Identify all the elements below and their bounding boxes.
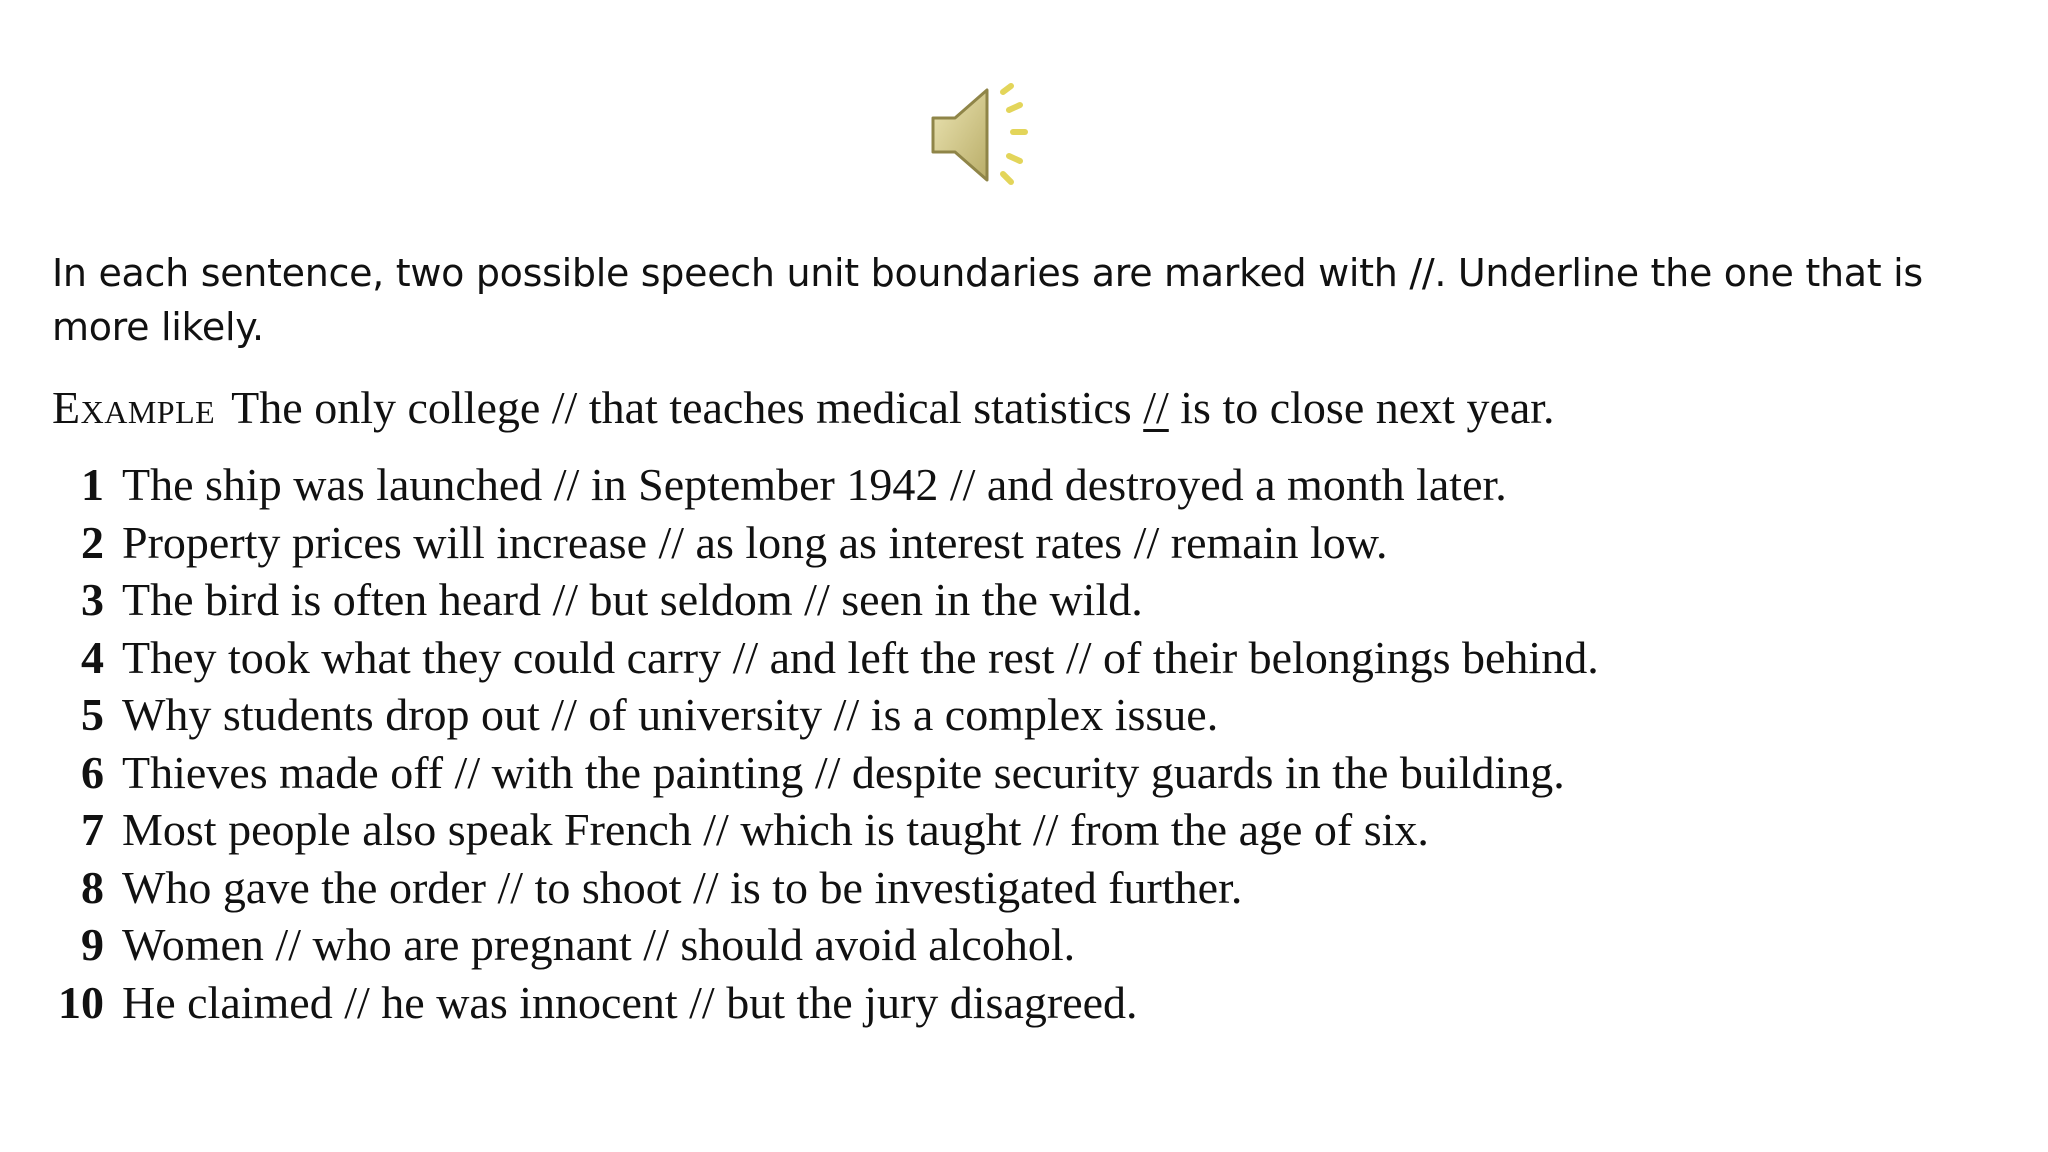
- sentence-number: 1: [81, 459, 104, 510]
- sentence-text[interactable]: The ship was launched // in September 1942 // and destroyed a month later.: [122, 459, 1507, 510]
- sentence-number: 9: [81, 919, 104, 970]
- instruction-text: In each sentence, two possible speech unit boundaries are marked with //. Underline the one that is more likely.: [52, 251, 1923, 349]
- sentence-number: 6: [81, 746, 104, 798]
- sentence-number: 2: [81, 516, 104, 568]
- sentence-text[interactable]: Why students drop out // of university // is a complex issue.: [122, 689, 1219, 740]
- sentence-number: 4: [81, 631, 104, 683]
- sentence-item: [52, 974, 1599, 1032]
- sentence-text[interactable]: Thieves made off // with the painting // despite security guards in the building.: [122, 746, 1565, 798]
- sentence-number: 10: [58, 976, 104, 1028]
- sentence-item: [52, 916, 1599, 974]
- sentence-number: 7: [81, 804, 104, 855]
- sentence-text[interactable]: Most people also speak French // which is taught // from the age of six.: [122, 804, 1429, 855]
- sentence-text[interactable]: Women // who are pregnant // should avoid alcohol.: [122, 919, 1076, 970]
- sentence-text[interactable]: Property prices will increase // as long as interest rates // remain low.: [122, 516, 1388, 568]
- sentence-item: [52, 744, 1599, 802]
- example-text-after: is to close next year.: [1168, 382, 1555, 433]
- speaker-icon: [925, 80, 1045, 190]
- example-sentence: [52, 378, 1992, 438]
- sentence-text[interactable]: Who gave the order // to shoot // is to be investigated further.: [122, 861, 1243, 913]
- sentence-item: [52, 456, 1599, 514]
- audio-button[interactable]: [925, 80, 1045, 190]
- example-answer-mark: //: [1143, 382, 1169, 433]
- sentence-text[interactable]: He claimed // he was innocent // but the jury disagreed.: [122, 976, 1138, 1028]
- example-label: Example: [52, 382, 216, 433]
- sentence-item: [52, 629, 1599, 687]
- sentence-item: [52, 571, 1599, 629]
- sentence-text[interactable]: They took what they could carry // and left the rest // of their belongings behind.: [122, 631, 1599, 683]
- sentence-list: [52, 456, 1599, 1031]
- sentence-number: 8: [81, 861, 104, 913]
- sentence-number: 5: [81, 689, 104, 740]
- sentence-number: 3: [81, 574, 104, 625]
- example-text-before: The only college // that teaches medical statistics: [231, 382, 1144, 433]
- sentence-item: [52, 801, 1599, 859]
- sentence-item: [52, 686, 1599, 744]
- sentence-text[interactable]: The bird is often heard // but seldom // seen in the wild.: [122, 574, 1143, 625]
- sentence-item: [52, 859, 1599, 917]
- sentence-item: [52, 514, 1599, 572]
